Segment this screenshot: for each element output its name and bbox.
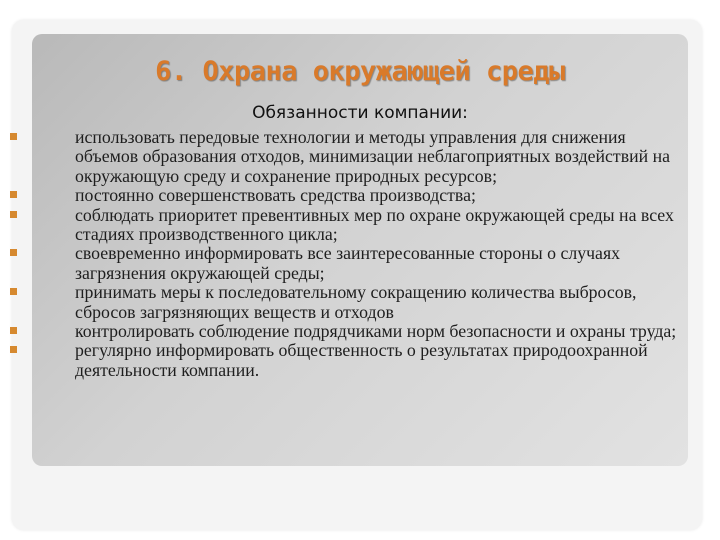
list-item: [10, 341, 678, 380]
bullet-text: использовать передовые технологии и методы управления для снижения объемов образования отходов, минимизации неблагоприятных воздействий на окружающую среду и сохранение природных ресурсов;: [75, 127, 670, 186]
bullet-list: [10, 128, 678, 380]
list-item: [10, 186, 678, 205]
square-bullet-icon: [10, 327, 17, 334]
list-item: [10, 283, 678, 322]
bullet-text: регулярно информировать общественность о результатах природоохранной деятельности компании.: [75, 340, 648, 380]
bullet-text: принимать меры к последовательному сокращению количества выбросов, сбросов загрязняющих веществ и отходов: [75, 282, 637, 322]
square-bullet-icon: [10, 191, 17, 198]
bullet-text: постоянно совершенствовать средства производства;: [75, 185, 476, 206]
list-item: [10, 206, 678, 245]
list-item: [10, 322, 678, 341]
slide-subtitle: Обязанности компании:: [252, 103, 468, 123]
slide-title: 6. Охрана окружающей среды: [155, 56, 565, 87]
bullet-text: своевременно информировать все заинтересованные стороны о случаях загрязнения окружающей среды;: [75, 243, 621, 283]
list-item: [10, 244, 678, 283]
square-bullet-icon: [10, 346, 17, 353]
bullet-text: контролировать соблюдение подрядчиками норм безопасности и охраны труда;: [75, 321, 677, 342]
bullet-text: соблюдать приоритет превентивных мер по охране окружающей среды на всех стадиях производственного цикла;: [75, 204, 674, 245]
square-bullet-icon: [10, 288, 17, 295]
square-bullet-icon: [10, 249, 17, 256]
square-bullet-icon: [10, 211, 17, 218]
square-bullet-icon: [10, 133, 17, 140]
list-item: [10, 128, 678, 186]
